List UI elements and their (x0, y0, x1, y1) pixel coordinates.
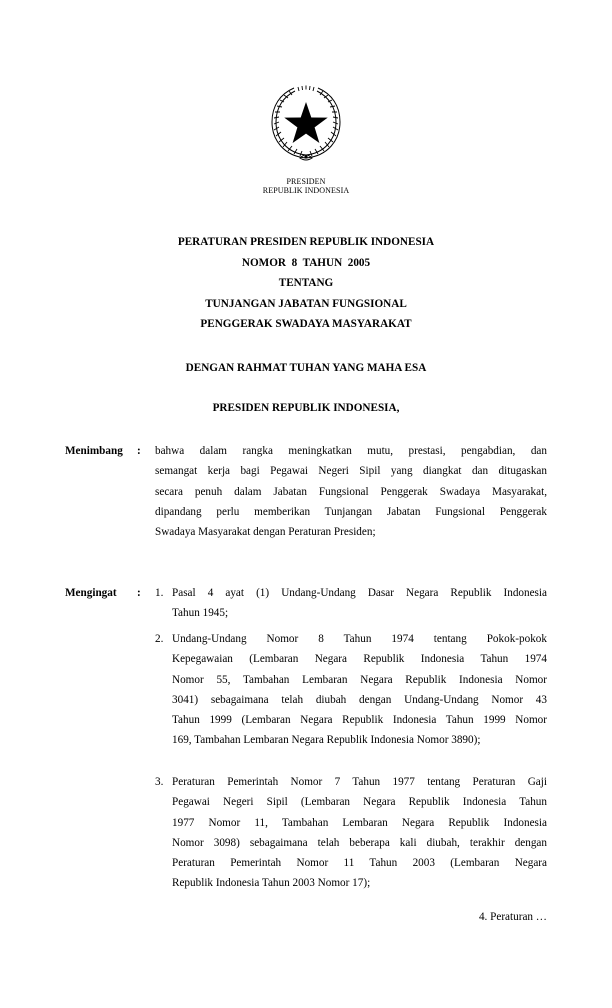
emblem-caption-republik: REPUBLIK INDONESIA (262, 186, 350, 195)
list-item-body (172, 629, 547, 751)
list-line: Tahun 1999 (Lembaran Negara Republik Indonesia Tahun 1999 Nomor (172, 714, 547, 727)
list-line: 3041) sebagaimana telah diubah dengan Undang-Undang Nomor 43 (172, 693, 547, 706)
continuation-marker: 4. Peraturan … (478, 911, 547, 923)
title-line-3: TENTANG (278, 277, 334, 289)
list-number: 3. (155, 776, 164, 788)
list-item-body (172, 772, 547, 894)
title-line-1: PERATURAN PRESIDEN REPUBLIK INDONESIA (177, 236, 435, 248)
list-line: 1977 Nomor 11, Tambahan Lembaran Negara Republik Indonesia (172, 816, 547, 829)
mengingat-colon: : (137, 587, 141, 599)
menimbang-line: dipandang perlu memberikan Tunjangan Jabatan Fungsional Penggerak (155, 505, 547, 518)
list-line: Kepegawaian (Lembaran Negara Republik Indonesia Tahun 1974 (172, 653, 547, 666)
list-number: 1. (155, 587, 164, 599)
star-garland-emblem-icon (266, 84, 346, 164)
list-line: Nomor 55, Tambahan Lembaran Negara Republik Indonesia Nomor (172, 673, 547, 686)
menimbang-line: secara penuh dalam Jabatan Fungsional Penggerak Swadaya Masyarakat, (155, 485, 547, 498)
list-line: Pegawai Negeri Sipil (Lembaran Negara Republik Indonesia Tahun (172, 796, 547, 809)
list-line: 169, Tambahan Lembaran Negara Republik Indonesia Nomor 3890); (172, 734, 481, 747)
title-line-2: NOMOR 8 TAHUN 2005 (241, 256, 371, 269)
issuer-heading: PRESIDEN REPUBLIK INDONESIA, (212, 402, 400, 414)
mengingat-item-3 (155, 772, 547, 897)
menimbang-line: semangat kerja bagi Pegawai Negeri Sipil yang diangkat dan ditugaskan (155, 465, 547, 478)
list-line: Nomor 3098) sebagaimana telah beberapa kali diubah, terakhir dengan (172, 836, 547, 849)
menimbang-paragraph (155, 441, 547, 542)
list-line: Republik Indonesia Tahun 2003 Nomor 17); (172, 877, 371, 890)
menimbang-colon: : (137, 445, 141, 457)
invocation-heading: DENGAN RAHMAT TUHAN YANG MAHA ESA (185, 362, 427, 374)
title-line-4: TUNJANGAN JABATAN FUNGSIONAL (205, 297, 407, 310)
mengingat-item-1 (155, 583, 547, 625)
list-line: Tahun 1945; (172, 607, 229, 620)
title-line-5: PENGGERAK SWADAYA MASYARAKAT (200, 318, 412, 330)
list-line: Pasal 4 ayat (1) Undang-Undang Dasar Negara Republik Indonesia (172, 587, 547, 599)
list-item-body (172, 583, 547, 624)
menimbang-line: bahwa dalam rangka meningkatkan mutu, prestasi, pengabdian, dan (155, 445, 547, 457)
mengingat-item-2 (155, 629, 547, 754)
emblem-caption-presiden: PRESIDEN (286, 177, 326, 186)
list-line: Peraturan Pemerintah Nomor 11 Tahun 2003 (Lembaran Negara (172, 857, 547, 870)
menimbang-line: Swadaya Masyarakat dengan Peraturan Presiden; (155, 526, 376, 539)
list-line: Undang-Undang Nomor 8 Tahun 1974 tentang Pokok-pokok (172, 633, 547, 645)
list-number: 2. (155, 633, 164, 645)
list-line: Peraturan Pemerintah Nomor 7 Tahun 1977 tentang Peraturan Gaji (172, 776, 547, 788)
mengingat-label: Mengingat (65, 587, 117, 599)
regulation-title (0, 232, 612, 335)
menimbang-label: Menimbang (65, 445, 123, 457)
